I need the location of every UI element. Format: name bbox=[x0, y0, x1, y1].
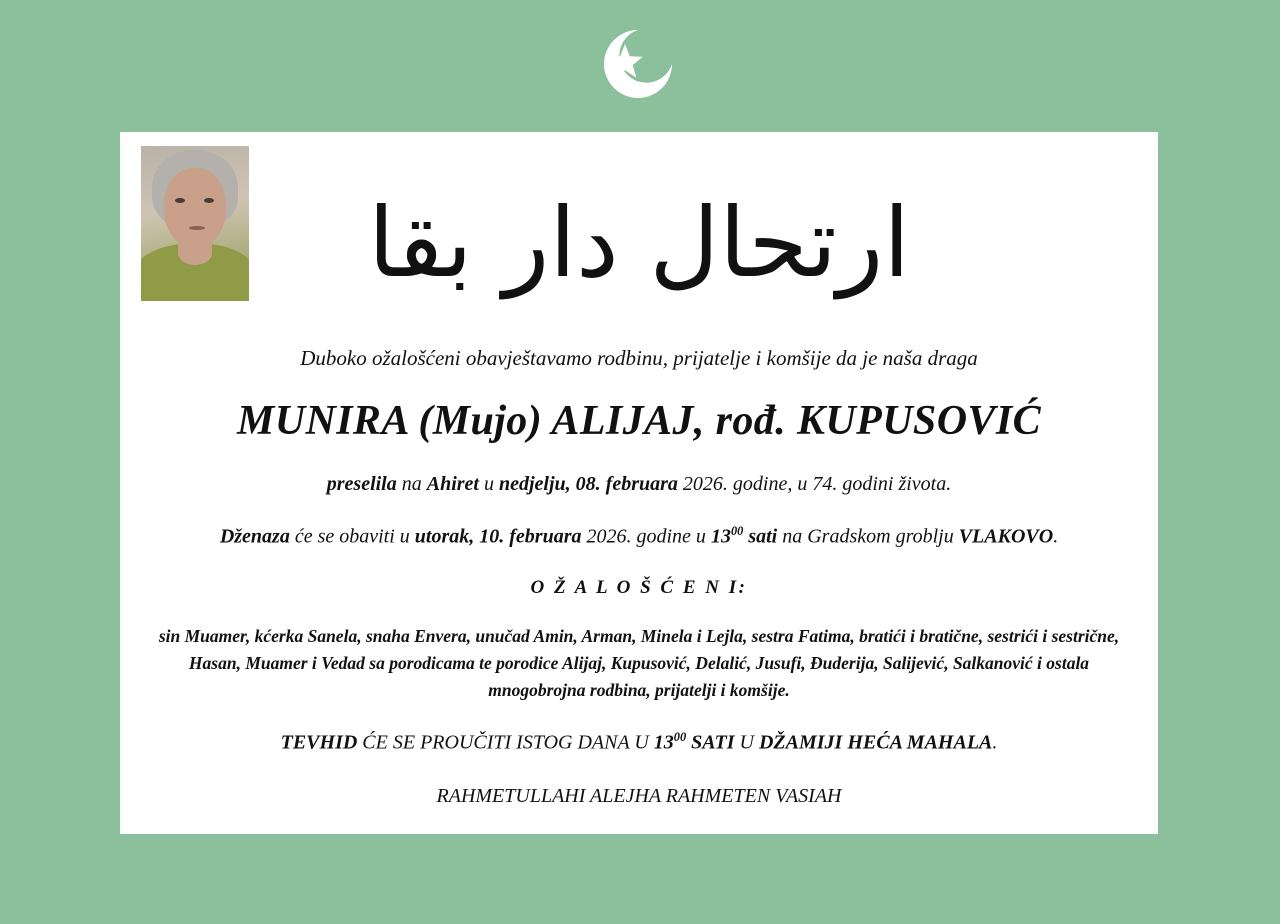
funeral-mid3: na Gradskom groblju bbox=[777, 525, 959, 548]
obituary-card bbox=[120, 132, 1158, 834]
funeral-line bbox=[120, 524, 1158, 549]
funeral-time-unit: sati bbox=[743, 525, 778, 548]
tevhid-time: 13 bbox=[653, 731, 674, 754]
intro-line: Duboko ožalošćeni obavještavamo rodbinu, prijatelje i komšije da je naša draga bbox=[300, 346, 978, 370]
passing-mid2: u bbox=[479, 473, 499, 495]
tevhid-word: TEVHID bbox=[280, 731, 358, 754]
obituary-text bbox=[120, 332, 1158, 808]
tevhid-time-unit: SATI bbox=[686, 731, 735, 754]
deceased-name: MUNIRA (Mujo) ALIJAJ, rođ. KUPUSOVIĆ bbox=[236, 398, 1041, 444]
funeral-tail: . bbox=[1053, 525, 1059, 548]
passing-word-ahiret: Ahiret bbox=[426, 473, 479, 495]
tevhid-place: DŽAMIJI HEĆA MAHALA bbox=[758, 731, 993, 754]
passing-mid1: na bbox=[396, 473, 427, 495]
mourners-heading: O Ž A L O Š Ć E N I: bbox=[530, 576, 748, 598]
mourners-list: sin Muamer, kćerka Sanela, snaha Envera, unučad Amin, Arman, Minela i Lejla, sestra Fatima, bratići i bratične, sestrići i sestrične, Hasan, Muamer i Vedad sa porodicama te porodice Alijaj, Kupusović, Delalić, Jusufi, Đuderija, Salijević, Salkanović i ostala mnogobrojna rodbina, prijatelji i komšije. bbox=[158, 625, 1120, 700]
passing-line bbox=[120, 473, 1158, 496]
arabic-calligraphy: ارتحال دار بقا bbox=[367, 187, 911, 299]
funeral-date: utorak, 10. februara bbox=[414, 525, 582, 548]
funeral-mid1: će se obaviti u bbox=[289, 525, 415, 548]
funeral-time: 13 bbox=[710, 525, 731, 548]
funeral-word-dzenaza: Dženaza bbox=[219, 525, 290, 548]
crescent-star-header bbox=[0, 14, 1280, 114]
tevhid-time-minutes: 00 bbox=[673, 730, 687, 745]
closing-dua: RAHMETULLAHI ALEJHA RAHMETEN VASIAH bbox=[436, 784, 842, 807]
passing-word-preselila: preselila bbox=[326, 473, 397, 495]
tevhid-mid1: ĆE SE PROUČITI ISTOG DANA U bbox=[357, 731, 654, 754]
crescent-and-star-icon bbox=[580, 18, 700, 110]
funeral-place: VLAKOVO bbox=[958, 525, 1054, 548]
tevhid-mid2: U bbox=[734, 731, 759, 754]
passing-tail: 2026. godine, u 74. godini života. bbox=[677, 473, 952, 495]
funeral-mid2: 2026. godine u bbox=[581, 525, 711, 548]
tevhid-line bbox=[120, 730, 1158, 755]
funeral-time-minutes: 00 bbox=[730, 524, 744, 538]
passing-date: nedjelju, 08. februara bbox=[499, 473, 678, 495]
tevhid-tail: . bbox=[992, 731, 998, 754]
